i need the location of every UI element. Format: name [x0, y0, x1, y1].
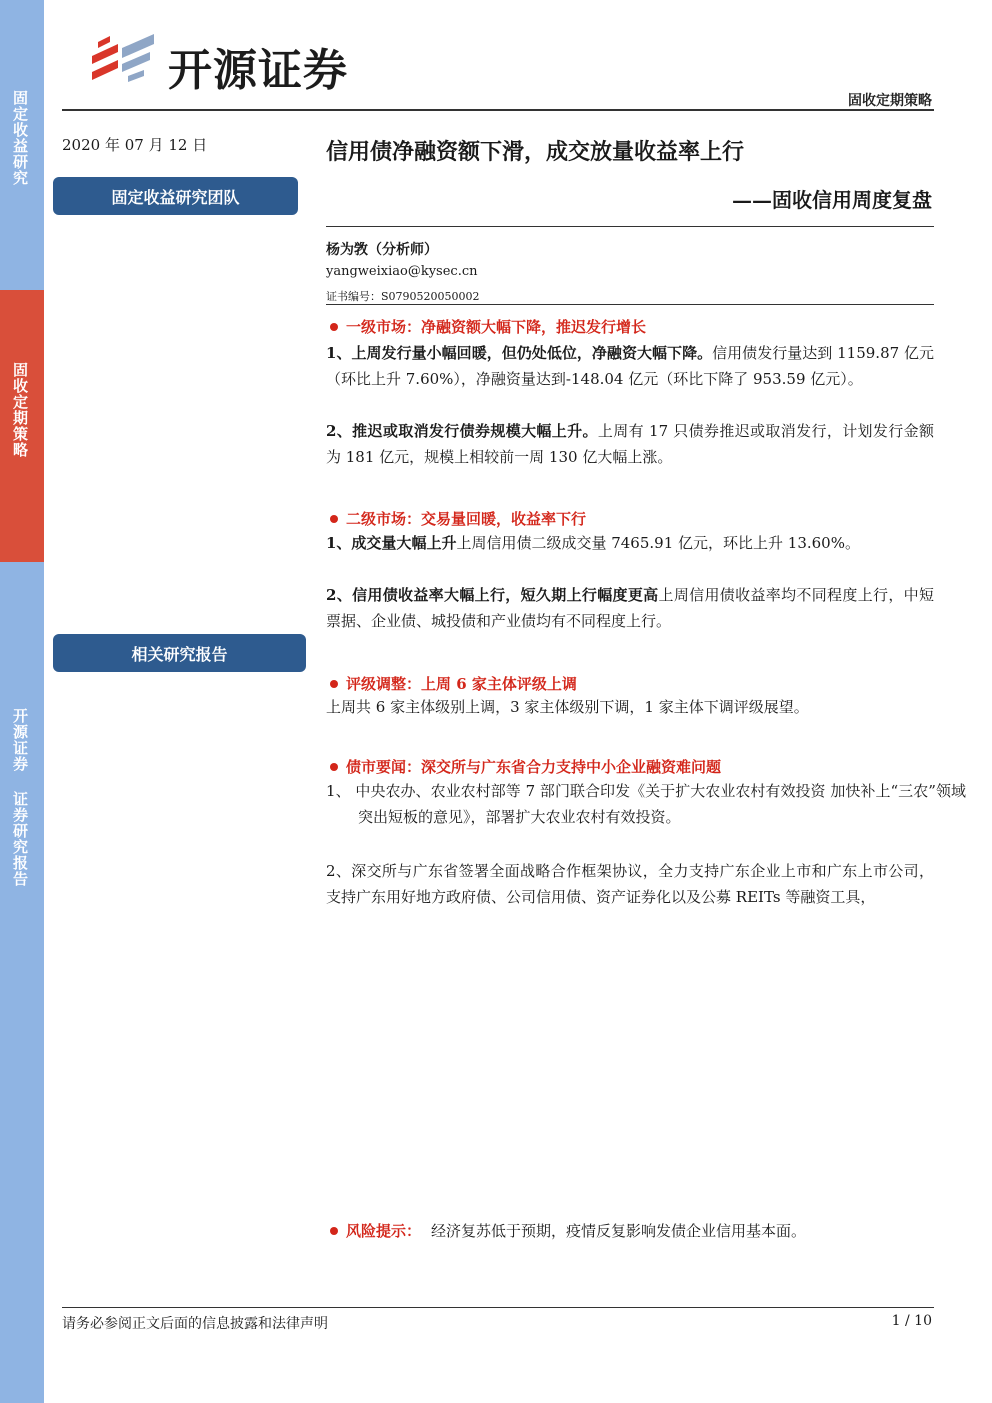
bullet-icon — [330, 323, 338, 331]
related-reports-label: 相关研究报告 — [131, 644, 228, 664]
section-secondary-market-heading: 二级市场：交易量回暖，收益率下行 — [330, 508, 586, 529]
section-news-heading: 债市要闻：深交所与广东省合力支持中小企业融资难问题 — [330, 756, 721, 777]
header-divider — [62, 109, 934, 111]
section-secondary-market-p2: 2、信用债收益率大幅上行，短久期上行幅度更高上周信用债收益率均不同程度上行，中短票据、企业债、城投债和产业债均有不同程度上行。 — [326, 586, 934, 630]
bullet-icon — [330, 763, 338, 771]
left-sidebar — [0, 0, 44, 1403]
author-cert: 证书编号：S0790520050002 — [326, 290, 480, 303]
section-rating-p1: 上周共 6 家主体级别上调，3 家主体级别下调，1 家主体下调评级展望。 — [326, 698, 809, 716]
author-email[interactable]: yangweixiao@kysec.cn — [326, 264, 478, 279]
section-news-item2: 2、深交所与广东省签署全面战略合作框架协议，全力支持广东企业上市和广东上市公司，支持广东用好地方政府债、公司信用债、资产证券化以及公募 REITs 等融资工具， — [326, 862, 934, 906]
title-divider — [326, 226, 934, 227]
sidebar-label-report: 开源证券 证券研究报告 — [11, 708, 29, 887]
report-subtitle: ——固收信用周度复盘 — [732, 188, 932, 212]
author-name: 杨为敩（分析师） — [326, 242, 438, 258]
section-rating-heading: 评级调整：上周 6 家主体评级上调 — [330, 673, 577, 694]
bullet-icon — [330, 515, 338, 523]
report-date: 2020 年 07 月 12 日 — [62, 136, 208, 154]
team-label-box — [53, 177, 298, 215]
section-secondary-market-p1: 1、成交量大幅上升上周信用债二级成交量 7465.91 亿元，环比上升 13.60%。 — [326, 534, 860, 552]
company-logo-text: 开源证券 — [168, 45, 348, 96]
report-category: 固收定期策略 — [848, 93, 932, 109]
section-primary-market-heading: 一级市场：净融资额大幅下降，推迟发行增长 — [330, 316, 646, 337]
bullet-icon — [330, 1227, 338, 1235]
risk-warning — [330, 1220, 806, 1241]
risk-heading: 风险提示： — [346, 1222, 422, 1240]
report-title: 信用债净融资额下滑，成交放量收益率上行 — [326, 139, 745, 165]
section-news-item1: 1、 中央农办、农业农村部等 7 部门联合印发《关于扩大农业农村有效投资 加快补上“三农”领域突出短板的意见》，部署扩大农业农村有效投资。 — [326, 782, 966, 826]
company-logo-icon — [88, 30, 160, 86]
page-number: 1 / 10 — [891, 1313, 932, 1329]
author-divider — [326, 304, 934, 305]
sidebar-label-strategy: 固收定期策略 — [11, 362, 29, 458]
sidebar-label-research: 固定收益研究 — [11, 90, 29, 186]
section-primary-market-p2: 2、推迟或取消发行债券规模大幅上升。上周有 17 只债券推迟或取消发行，计划发行金额为 181 亿元，规模上相较前一周 130 亿大幅上涨。 — [326, 422, 934, 466]
related-reports-box — [53, 634, 306, 672]
section-primary-market-p1: 1、上周发行量小幅回暖，但仍处低位，净融资大幅下降。信用债发行量达到 1159.87 亿元（环比上升 7.60%），净融资量达到-148.04 亿元（环比下降了 953.59 亿元）。 — [326, 344, 934, 388]
footer-disclaimer: 请务必参阅正文后面的信息披露和法律声明 — [62, 1316, 328, 1332]
team-label: 固定收益研究团队 — [111, 187, 240, 207]
footer-divider — [62, 1307, 934, 1308]
bullet-icon — [330, 680, 338, 688]
risk-text: 经济复苏低于预期，疫情反复影响发债企业信用基本面。 — [431, 1222, 807, 1240]
